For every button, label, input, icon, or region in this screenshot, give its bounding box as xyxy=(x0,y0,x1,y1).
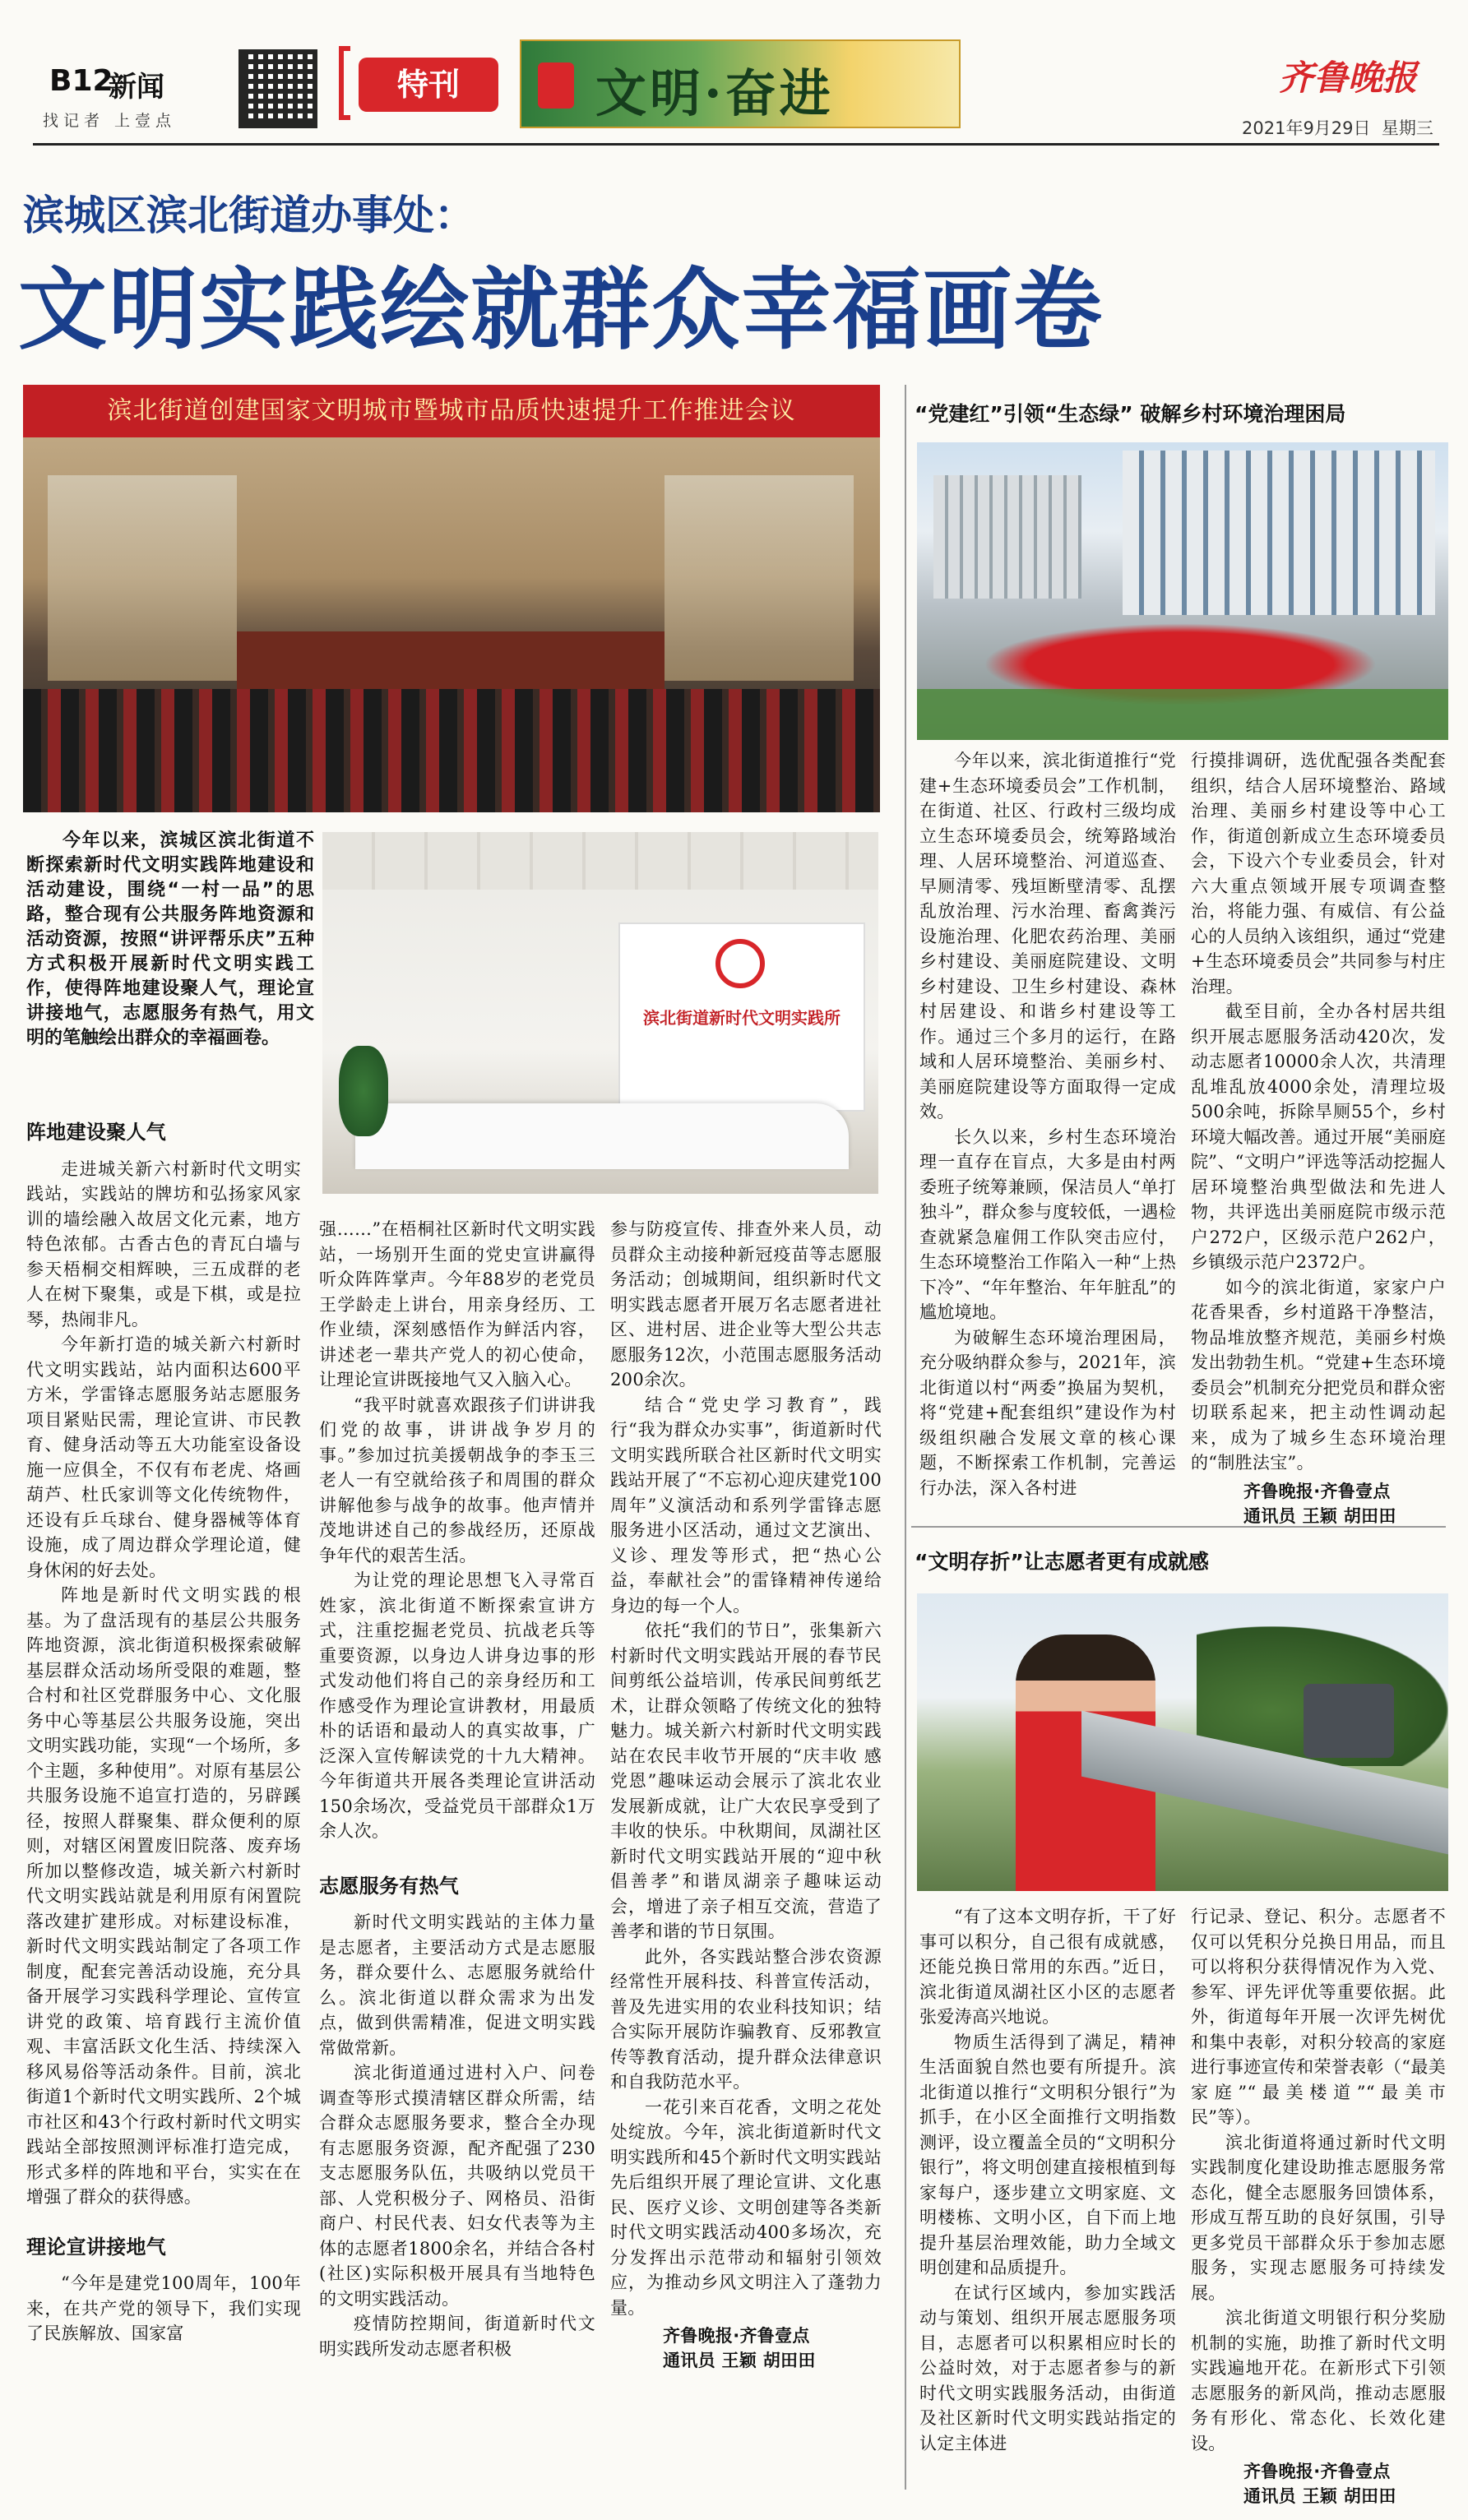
rb-b-paragraph: 滨北街道文明银行积分奖励机制的实施，助推了新时代文明实践遍地开花。在新形式下引领志愿服务的新风尚，推动志愿服务有形化、常态化、长效化建设。 xyxy=(1191,2308,1446,2453)
col1-paragraph: 走进城关新六村新时代文明实践站，实践站的牌坊和弘扬家风家训的墙绘融入故居文化元素，地方特色浓郁。古香古色的青瓦白墙与参天梧桐交相辉映，三五成群的老人在树下聚集，或是下棋，或是拉琴，热闹非凡。 xyxy=(26,1158,301,1329)
subhead-position: 阵地建设聚人气 xyxy=(26,1121,167,1144)
header-rule xyxy=(33,143,1439,146)
col3-paragraph: 此外，各实践站整合涉农资源经常性开展科技、科普宣传活动，普及先进实用的农业科技知识；结合实际开展防诈骗教育、反邪教宣传等教育活动，提升群众法律意识和自我防范水平。 xyxy=(610,1946,882,2092)
divider-vertical xyxy=(905,385,906,2490)
meeting-banner: 滨北街道创建国家文明城市暨城市品质快速提升工作推进会议 xyxy=(23,385,880,437)
rb-a-paragraph: “有了这本文明存折，干了好事可以积分，自己很有成就感，还能兑换日常用的东西。”近日，滨北街道凤湖社区小区的志愿者张爱涛高兴地说。 xyxy=(919,1907,1176,2027)
rt-b-paragraph: 截至目前，全办各村居共组织开展志愿服务活动420次，发动志愿者10000余人次，共清理乱堆乱放4000余处，清理垃圾500余吨，拆除旱厕55个，乡村环境大幅改善。通过开展“美丽庭院”、“文明户”评选等活动挖掘人居环境整治典型做法和先进人物，共评选出美丽庭院市级示范户272户，区级示范户262户，乡镇级示范户2372户。 xyxy=(1191,1001,1447,1272)
plaza-photo xyxy=(917,442,1448,740)
practice-sign: 滨北街道新时代文明实践所 xyxy=(643,1008,841,1028)
col3-paragraph: 依托“我们的节日”，张集新六村新时代文明实践站开展的春节民间剪纸公益培训，传承民间剪纸艺术，让群众领略了传统文化的独特魅力。城关新六村新时代文明实践站在农民丰收节开展的“庆丰收 感党恩”趣味运动会展示了滨北农业发展新成就，让广大农民享受到了丰收的快乐。中秋期间，凤湖社区新时代文明实践站开展的“迎中秋 倡善孝”和谐凤湖亲子趣味运动会，增进了亲子相互交流，营造了善孝和谐的节日氛围。 xyxy=(610,1621,882,1941)
special-label: 特刊 xyxy=(359,58,498,112)
right-bottom-col-b xyxy=(1191,1904,1446,2508)
right-bottom-col-a xyxy=(919,1904,1176,2456)
section-name: 新闻 xyxy=(109,71,164,104)
banner-title xyxy=(520,39,961,128)
right-top-col-b xyxy=(1191,748,1446,1528)
rt-b-paragraph: 如今的滨北街道，家家户户花香果香，乡村道路干净整洁，物品堆放整齐规范，美丽乡村焕发出勃勃生机。“党建+生态环境委员会”机制充分把党员和群众密切联系起来，把主动性调动起来，成为了城乡生态环境治理的“制胜法宝”。 xyxy=(1191,1277,1446,1473)
plaza-building-left xyxy=(933,475,1081,599)
practice-logo-icon xyxy=(715,939,765,988)
plaza-building-main xyxy=(1123,451,1435,615)
headline-main: 文明实践绘就群众幸福画卷 xyxy=(18,259,1104,362)
slogan: 找记者 上壹点 xyxy=(43,112,177,130)
qr-code-icon xyxy=(238,49,317,128)
column-3 xyxy=(610,1217,882,2373)
practice-photo xyxy=(322,832,878,1194)
plaza-grass xyxy=(917,689,1448,740)
volunteer-photo xyxy=(917,1593,1448,1891)
practice-plant xyxy=(339,1046,388,1136)
special-label-bracket xyxy=(339,46,350,120)
col2-paragraph: 强……”在梧桐社区新时代文明实践站，一场别开生面的党史宣讲赢得听众阵阵掌声。今年88岁的老党员王学龄走上讲台，用亲身经历、工作业绩，深刻感悟作为鲜活内容，讲述老一辈共产党人的初心使命，让理论宣讲既接地气又入脑入心。 xyxy=(319,1219,595,1389)
col2-paragraph: 滨北街道通过进村入户、问卷调查等形式摸清辖区群众所需，结合群众志愿服务要求，整合全办现有志愿服务资源，配齐配强了230支志愿服务队伍，共吸纳以党员干部、人党积极分子、网格员、沿街商户、村民代表、妇女代表等为主体的志愿者1800余名，并结合各村(社区)实际积极开展具有当地特色的文明实践活动。 xyxy=(319,2063,595,2309)
col2-paragraph: 疫情防控期间，街道新时代文明实践所发动志愿者积极 xyxy=(319,2314,595,2359)
newspaper-logo: 齐鲁晚报 xyxy=(1279,58,1418,98)
col1-paragraph: 阵地是新时代文明实践的根基。为了盘活现有的基层公共服务阵地资源，滨北街道积极探索破解基层群众活动场所受限的难题，整合村和社区党群服务中心、文化服务中心等基层公共服务设施，突出文明实践功能，实现“一个场所，多个主题，多种使用”。对原有基层公共服务设施不追宣打造的，另辟蹊径，按照人群聚集、群众便利的原则，对辖区闲置废旧院落、废弃场所加以整修改造，城关新六村新时代文明实践站就是利用原有闲置院落改建扩建形成。对标建设标准，新时代文明实践站制定了各项工作制度，配套完善活动设施，充分具备开展学习实践科学理论、宣传宣讲党的政策、培育践行主流价值观、丰富活跃文化生活、持续深入移风易俗等活动条件。目前，滨北街道1个新时代文明实践所、2个城市社区和43个行政村新时代文明实践站全部按照测评标准打造完成，形式多样的阵地和平台，实实在在增强了群众的获得感。 xyxy=(26,1585,301,2207)
rt-a-paragraph: 长久以来，乡村生态环境治理一直存在盲点，大多是由村两委班子统筹兼顾，保洁员人“单打独斗”，群众参与度较低，一遇检查就紧急雇佣工作队突击应付，生态环境整治工作陷入一种“上热下冷”、“年年整治、年年脏乱”的尴尬境地。 xyxy=(919,1126,1176,1322)
banner-title-text: 文明·奋进 xyxy=(595,63,834,123)
meeting-window-left xyxy=(48,475,237,681)
right-top-col-a xyxy=(919,748,1176,1500)
column-2 xyxy=(319,1217,595,2361)
col1-paragraph: “今年是建党100周年，100年来，在共产党的领导下，我们实现了民族解放、国家富 xyxy=(26,2273,301,2343)
col2-paragraph: 为让党的理论思想飞入寻常百姓家，滨北街道不断探索宣讲方式，注重挖掘老党员、抗战老兵等重要资源，以身边人讲身边事的形式发动他们将自己的亲身经历和工作感受作为理论宣讲教材，用最质朴的话语和最动人的真实故事，广泛深入宣传解读党的十九大精神。今年街道共开展各类理论宣讲活动150余场次，受益党员干部群众1万余人次。 xyxy=(319,1570,595,1841)
meeting-podium xyxy=(237,631,665,689)
subhead-theory: 理论宣讲接地气 xyxy=(26,2235,167,2259)
meeting-audience xyxy=(23,689,880,812)
divider-horizontal xyxy=(911,1526,1446,1528)
rb-a-paragraph: 在试行区域内，参加实践活动与策划、组织开展志愿服务项目，志愿者可以积累相应时长的公益时效，对于志愿者参与的新时代文明实践服务活动，由街道及社区新时代文明实践站指定的认定主体进 xyxy=(919,2282,1176,2453)
col3-paragraph: 一花引来百花香，文明之花处处绽放。今年，滨北街道新时代文明实践所和45个新时代文明实践站先后组织开展了理论宣讲、文化惠民、医疗义诊、文明创建等各类新时代文明实践活动400多场次，充分发挥出示范带动和辐射引领效应，为推动乡风文明注入了蓬勃力量。 xyxy=(610,2097,882,2318)
subhead-volunteer: 志愿服务有热气 xyxy=(319,1874,460,1898)
meeting-window-right xyxy=(665,475,854,681)
col1-paragraph: 今年新打造的城关新六村新时代文明实践站，站内面积达600平方米，学雷锋志愿服务站志愿服务项目紧贴民需，理论宣讲、市民教育、健身活动等五大功能室设备设施一应俱全，不仅有布老虎、烙画葫芦、杜氏家训等文化传统物件，还设有乒乓球台、健身器械等体育设施，成了周边群众学理论道，健身休闲的好去处。 xyxy=(26,1334,301,1580)
lead-paragraph: 今年以来，滨城区滨北街道不断探索新时代文明实践阵地建设和活动建设，围绕“一村一品”的思路，整合现有公共服务阵地资源和活动资源，按照“讲评帮乐庆”五种方式积极开展新时代文明实践工作，使得阵地建设聚人气，理论宣讲接地气，志愿服务有热气，用文明的笔触绘出群众的幸福画卷。 xyxy=(26,830,314,1048)
col3-paragraph: 参与防疫宣传、排查外来人员，动员群众主动接种新冠疫苗等志愿服务活动；创城期间，组织新时代文明实践志愿者开展万名志愿者进社区、进村居、进企业等大型公共志愿服务12次，小范围志愿服务活动200余次。 xyxy=(610,1219,882,1389)
headline-kicker: 滨城区滨北街道办事处： xyxy=(23,192,475,239)
rt-b-paragraph: 行摸排调研，选优配强各类配套组织，结合人居环境整治、路域治理、美丽乡村建设等中心工作，街道创新成立生态环境委员会，下设六个专业委员会，针对六大重点领域开展专项调查整治，将能力强、有威信、有公益心的人员纳入该组织，通过“党建+生态环境委员会”共同参与村庄治理。 xyxy=(1191,751,1446,996)
practice-desk xyxy=(355,1103,849,1169)
rb-credit: 齐鲁晚报·齐鲁壹点 通讯员 王颖 胡田田 xyxy=(1243,2462,1396,2506)
issue-date: 2021年9月29日 星期三 xyxy=(1242,118,1433,138)
rt-a-paragraph: 今年以来，滨北街道推行“党建+生态环境委员会”工作机制，在街道、社区、行政村三级均成立生态环境委员会，统筹路域治理、人居环境整治、河道巡查、早厕清零、残垣断壁清零、乱摆乱放治理、污水治理、畜禽粪污设施治理、化肥农药治理、美丽乡村建设、美丽庭院建设、文明乡村建设、卫生乡村建设、森林村居建设、和谐乡村建设等工作。通过三个多月的运行，在路域和人居环境整治、美丽乡村、美丽庭院建设等方面取得一定成效。 xyxy=(919,751,1176,1121)
volunteer-vehicle xyxy=(1304,1684,1394,1758)
ribbon-icon xyxy=(538,62,574,109)
col2-paragraph: 新时代文明实践站的主体力量是志愿者，主要活动方式是志愿服务，群众要什么、志愿服务就给什么。滨北街道以群众需求为出发点，做到供需精准，促进文明实践常做常新。 xyxy=(319,1912,595,2058)
col2-paragraph: “我平时就喜欢跟孩子们讲讲我们党的故事，讲讲战争岁月的事。”参加过抗美援朝战争的李玉三老人一有空就给孩子和周围的群众讲解他参与战争的故事。他声情并茂地讲述自己的参战经历，还原战争年代的艰苦生活。 xyxy=(319,1394,595,1565)
rt-credit: 齐鲁晚报·齐鲁壹点 通讯员 王颖 胡田田 xyxy=(1243,1481,1396,1526)
rt-a-paragraph: 为破解生态环境治理困局，充分吸纳群众参与，2021年，滨北街道以村“两委”换届为契机，将“党建+配套组织”建设作为村级组织融合发展文章的核心课题，不断探索工作机制，完善运行办法，深入各村进 xyxy=(919,1327,1176,1498)
right-bottom-title: “文明存折”让志愿者更有成就感 xyxy=(915,1550,1209,1574)
rb-b-paragraph: 行记录、登记、积分。志愿者不仅可以凭积分兑换日用品，而且可以将积分获得情况作为入党、参军、评先评优等重要依据。此外，街道每年开展一次评先树优和集中表彰，对积分较高的家庭进行事迹宣传和荣誉表彰（“最美家庭”“最美楼道”“最美市民”等）。 xyxy=(1191,1907,1446,2127)
rb-a-paragraph: 物质生活得到了满足，精神生活面貌自然也要有所提升。滨北街道以推行“文明积分银行”为抓手，在小区全面推行文明指数测评，设立覆盖全员的“文明积分银行”，将文明创建直接根植到每家每户，逐步建立文明家庭、文明楼栋、文明小区，自下而上地提升基层治理效能，助力全域文明创建和品质提升。 xyxy=(919,2032,1176,2277)
practice-ceiling xyxy=(322,832,878,890)
meeting-photo xyxy=(23,385,880,812)
column-1 xyxy=(26,1102,301,2347)
page-code: B12 xyxy=(49,64,113,98)
rb-b-paragraph: 滨北街道将通过新时代文明实践制度化建设助推志愿服务常态化，健全志愿服务回馈体系，形成互帮互助的良好氛围，引导更多党员干部群众乐于参加志愿服务，实现志愿服务可持续发展。 xyxy=(1191,2132,1446,2303)
col3-credit: 齐鲁晚报·齐鲁壹点 通讯员 王颖 胡田田 xyxy=(663,2326,816,2370)
right-top-title: “党建红”引领“生态绿” 破解乡村环境治理困局 xyxy=(915,402,1346,426)
col3-paragraph: 结合“党史学习教育”，践行“我为群众办实事”，街道新时代文明实践所联合社区新时代文明实践站开展了“不忘初心迎庆建党100周年”义演活动和系列学雷锋志愿服务进小区活动，通过文艺演出、义诊、理发等形式，把“热心公益，奉献社会”的雷锋精神传递给身边的每一个人。 xyxy=(610,1394,882,1616)
